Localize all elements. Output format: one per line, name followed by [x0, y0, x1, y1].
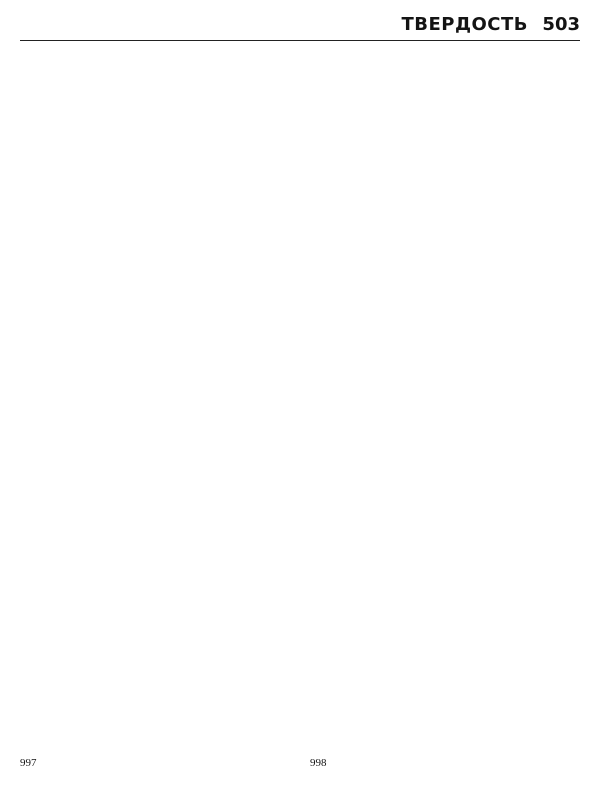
header-rule — [20, 40, 580, 41]
page-header — [20, 14, 580, 38]
right-column-number: 998 — [310, 757, 327, 769]
running-title: ТВЕРДОСТЬ — [401, 14, 528, 35]
page-number: 503 — [542, 14, 580, 35]
left-column-number: 997 — [20, 757, 37, 769]
page-footer — [20, 757, 580, 773]
